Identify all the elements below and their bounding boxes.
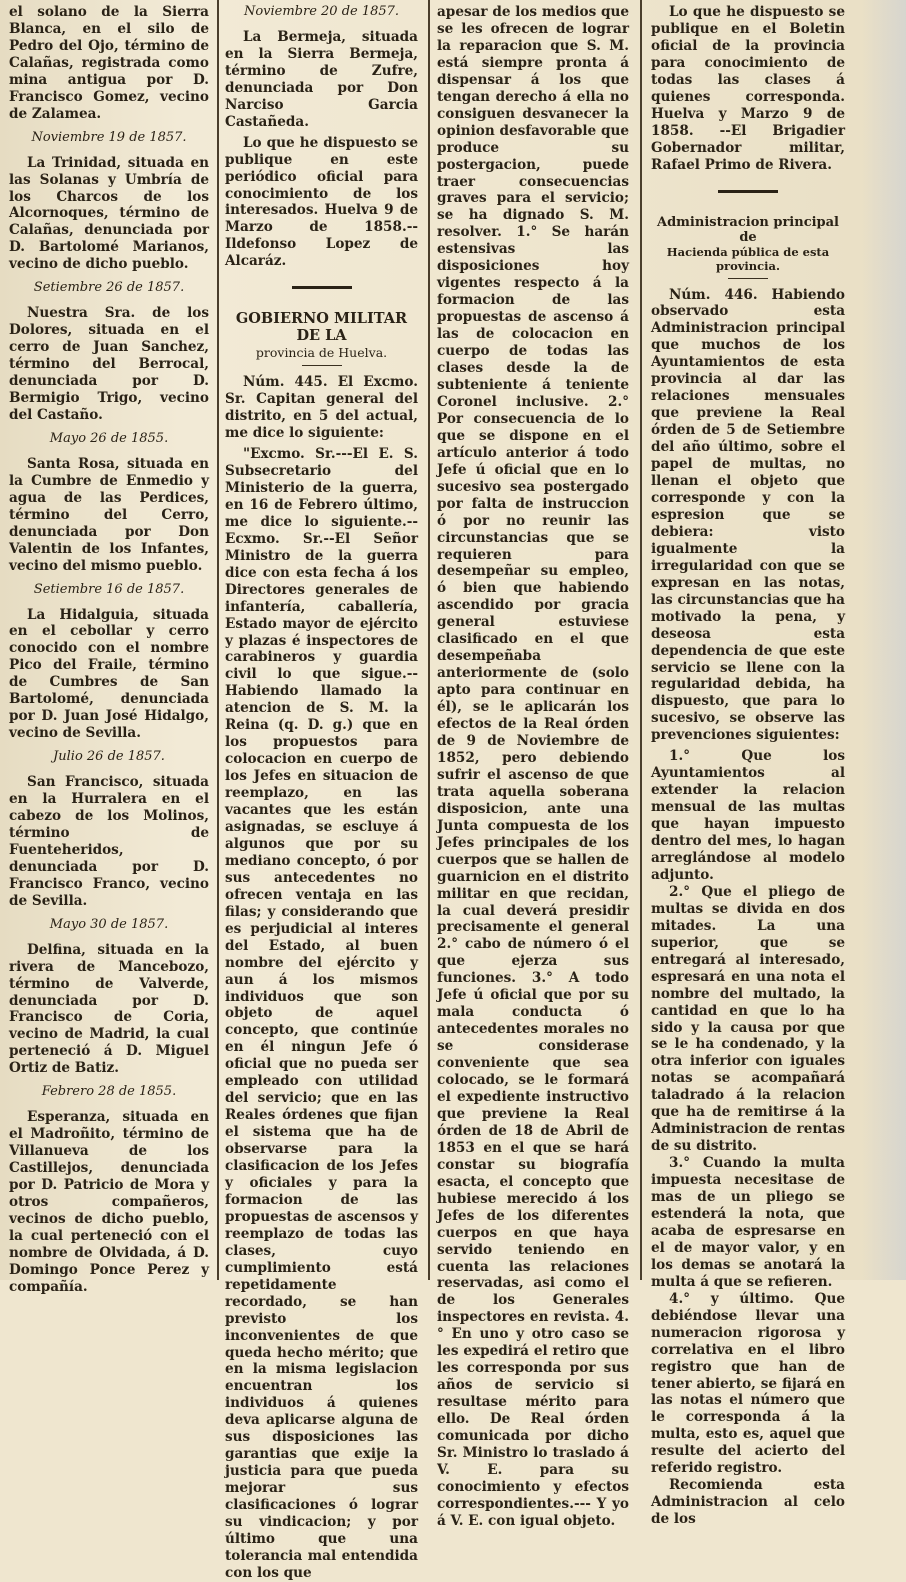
paragraph: San Francisco, situada en la Hurralera en el cabezo de los Molinos, término de Fuenteheridos, denunciada por D. Francisco Franco, vecino de Sevilla. bbox=[9, 774, 209, 909]
divider bbox=[728, 278, 768, 279]
paragraph: Santa Rosa, situada en la Cumbre de Enmedio y agua de las Perdices, término del Cerro, denunciada por Don Valentin de los Infantes, vecino del mismo pueblo. bbox=[9, 455, 209, 574]
column-1 bbox=[9, 4, 209, 1295]
section-heading: GOBIERNO MILITAR DE LA bbox=[235, 310, 408, 345]
entry-date: Mayo 30 de 1857. bbox=[49, 916, 169, 932]
entry-date: Setiembre 26 de 1857. bbox=[33, 280, 185, 296]
paragraph: La Hidalguia, situada en el cebollar y cerro conocido con el nombre Pico del Fraile, término de Cumbres de San Bartolomé, denunciada por D. Juan José Hidalgo, vecino de Sevilla. bbox=[9, 606, 209, 742]
entry-date: Febrero 28 de 1855. bbox=[41, 1084, 177, 1100]
column-4 bbox=[651, 4, 845, 1528]
paragraph: Recomienda esta Administracion al celo de los bbox=[651, 1477, 845, 1528]
section-heading: Administracion principal de bbox=[657, 214, 839, 245]
paragraph: 3.° Cuando la multa impuesta necesitase de mas de un pliego se estenderá la nota, que acaba de espresarse en el de mayor valor, y en los demas se anotará la multa á que se refieren. bbox=[651, 1155, 845, 1290]
section-divider bbox=[292, 286, 352, 293]
paragraph: 1.° Que los Ayuntamientos al extender la relacion mensual de las multas que hayan impuesto dentro del mes, lo hagan arreglándose al modelo adjunto. bbox=[651, 748, 845, 883]
column-3 bbox=[437, 4, 630, 1529]
paragraph: Esperanza, situada en el Madroñito, término de Villanueva de los Castillejos, denunciada por D. Patricio de Mora y otros compañeros, vecinos de dicho pueblo, la cual perteneció con el nombre de Olvidada, á D. Domingo Ponce Perez y compañía. bbox=[9, 1109, 209, 1295]
paragraph: el solano de la Sierra Blanca, en el silo de Pedro del Ojo, término de Calañas, registrada como mina antigua por D. Francisco Gomez, vecino de Zalamea. bbox=[9, 4, 209, 122]
paragraph: apesar de los medios que se les ofrecen de lograr la reparacion que S. M. está siempre pronta á dispensar á los que tengan derecho á ella no consiguen desvanecer la opinion desfavorable que produce su postergacion, puede traer consecuencias graves para el servicio; se ha dignado S. M. resolver. 1.° Se harán estensivas las disposiciones hoy vigentes respecto á la formacion de las propuestas de ascenso á las de colocacion en cuerpo de todas las clases desde la de subteniente á teniente Coronel inclusive. 2.° Por consecuencia de lo que se dispone en el artículo anterior á todo Jefe ú oficial que en lo sucesivo sea postergado por falta de instruccion ó por no reunir las circunstancias que se requieren para desempeñar su empleo, ó bien que habiendo ascendido por gracia general estuviese clasificado en el que desempeñaba anteriormente de (solo apto para continuar en él), se le aplicarán los efectos de la Real órden de 9 de Noviembre de 1852, pero debiendo sufrir el ascenso de que trata aquella soberana disposicion, ante una Junta compuesta de los Jefes principales de los cuerpos que se hallen de guarnicion en el distrito militar en que recidan, la cual deverá presidir precisamente el general 2.° cabo de número ó el que ejerza sus funciones. 3.° A todo Jefe ú oficial que por su mala conducta ó antecedentes morales no se considerase conveniente que sea colocado, se le formará el expediente instructivo que previene la Real órden de 18 de Abril de 1853 en el que se hará constar su biografía esacta, el concepto que hubiese merecido á los Jefes de los diferentes cuerpos en que haya servido teniendo en cuenta las relaciones reservadas, asi como el de los Generales inspectores en revista. 4.° En uno y otro caso se les expedirá el retiro que les corresponda por sus años de servicio si resultase mérito para ello. De Real órden comunicada por dicho Sr. Ministro lo traslado á V. E. para su conocimiento y efectos correspondientes.--- Y yo á V. E. con igual objeto. bbox=[437, 4, 630, 1529]
paragraph: La Trinidad, situada en las Solanas y Umbría de los Charcos de los Alcornoques, término de Calañas, denunciada por D. Bartolomé Marianos, vecino de dicho pueblo. bbox=[9, 154, 209, 273]
column-rule bbox=[640, 0, 642, 1280]
paragraph: 4.° y último. Que debiéndose llevar una numeracion rigorosa y correlativa en el libro registro que han de tener abierto, se fijará en las notas el número que le corresponda á la multa, esto es, aquel que resulte del acierto del referido registro. bbox=[651, 1290, 845, 1477]
paragraph: Núm. 446. Habiendo observado esta Administracion principal que muchos de los Ayuntamientos de esta provincia al dar las relaciones mensuales que previene la Real órden de 5 de Setiembre del año último, sobre el papel de multas, no llenan el objeto que corresponde y con la espresion que se debiera: visto igualmente la irregularidad con que se expresan en las notas, las circunstancias que ha motivado la pena, y deseosa esta dependencia de que este servicio se llene con la regularidad debida, ha dispuesto, que para lo sucesivo, se observe las prevenciones siguientes: bbox=[651, 286, 845, 744]
divider bbox=[302, 365, 342, 366]
entry-date: Mayo 26 de 1855. bbox=[49, 430, 169, 446]
paragraph: 2.° Que el pliego de multas se divida en dos mitades. La una superior, que se entregará al interesado, espresará en una nota el nombre del multado, la cantidad en que lo ha sido y la causa por que se le ha condenado, y la otra inferior con iguales notas se acompañará taladrado á la relacion que ha de remitirse á la Administracion de rentas de su distrito. bbox=[651, 883, 845, 1155]
column-2 bbox=[225, 4, 418, 1581]
paragraph: La Bermeja, situada en la Sierra Bermeja, término de Zufre, denunciada por Don Narciso Garcia Castañeda. bbox=[225, 28, 418, 130]
paragraph: Nuestra Sra. de los Dolores, situada en el cerro de Juan Sanchez, término del Berrocal, denunciada por D. Bermigio Trigo, vecino del Castaño. bbox=[9, 305, 209, 423]
paragraph: Delfina, situada en la rivera de Mancebozo, término de Valverde, denunciada por D. Francisco de Coria, vecino de Madrid, la cual perteneció á D. Miguel Ortiz de Batiz. bbox=[9, 941, 209, 1077]
paragraph: Lo que he dispuesto se publique en el Boletin oficial de la provincia para conocimiento de todas las clases á quienes corresponda. Huelva y Marzo 9 de 1858. --El Brigadier Gobernador militar, Rafael Primo de Rivera. bbox=[651, 4, 845, 173]
paragraph: Lo que he dispuesto se publique en este periódico oficial para conocimiento de los interesados. Huelva 9 de Marzo de 1858.--Ildefonso Lopez de Alcaráz. bbox=[225, 134, 418, 270]
entry-date: Noviembre 20 de 1857. bbox=[243, 4, 400, 19]
entry-date: Setiembre 16 de 1857. bbox=[33, 581, 185, 597]
paragraph: "Excmo. Sr.---El E. S. Subsecretario del Ministerio de la guerra, en 16 de Febrero último, me dice lo siguiente.--Ecxmo. Sr.--El Señor Ministro de la guerra dice con esta fecha á los Directores generales de infantería, caballería, Estado mayor de ejército y plazas é inspectores de carabineros y guardia civil lo que sigue.--Habiendo llamado la atencion de S. M. la Reina (q. D. g.) que en los propuestos para colocacion en cuerpo de los Jefes en situacion de reemplazo, en las vacantes que les están asignadas, se escluye á algunos que por su mediano concepto, ó por sus antecedentes no ofrecen ventaja en las filas; y considerando que es perjudicial al interes del Estado, al buen nombre del ejército y aun á los mismos individuos que son objeto de aquel concepto, que continúe en él ningun Jefe ó oficial que no pueda ser empleado con utilidad del servicio; que en las Reales órdenes que fijan el sistema que ha de observarse para la clasificacion de los Jefes y oficiales y para la formacion de las propuestas de ascensos y reemplazo de todas las clases, cuyo cumplimiento está repetidamente recordado, se han previsto los inconvenientes de que queda hecho mérito; que en la misma legislacion encuentran los individuos á quienes deva aplicarse alguna de sus disposiciones las garantias que exije la justicia para que pueda mejorar sus clasificaciones ó lograr su vindicacion; y por último que una tolerancia mal entendida con los que bbox=[225, 446, 418, 1581]
page-edge bbox=[862, 0, 906, 1280]
section-subheading: provincia de Huelva. bbox=[255, 345, 388, 361]
column-rule bbox=[428, 0, 430, 1280]
entry-date: Noviembre 19 de 1857. bbox=[31, 129, 187, 145]
entry-date: Julio 26 de 1857. bbox=[53, 749, 165, 765]
paragraph: Núm. 445. El Excmo. Sr. Capitan general del distrito, en 5 del actual, me dice lo siguiente: bbox=[225, 374, 418, 442]
section-subheading: Hacienda pública de esta provincia. bbox=[666, 244, 830, 273]
section-divider bbox=[718, 190, 778, 197]
column-rule bbox=[217, 0, 219, 1280]
